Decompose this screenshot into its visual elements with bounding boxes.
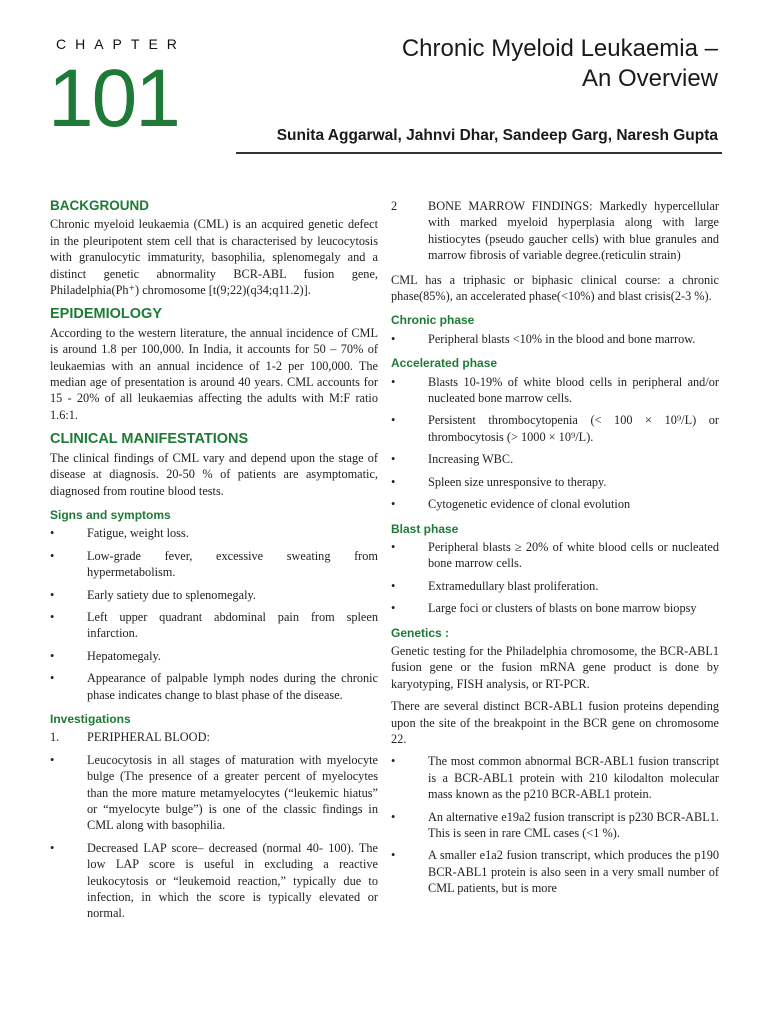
chapter-label: CHAPTER bbox=[56, 36, 186, 52]
bullet-icon: • bbox=[391, 374, 396, 389]
genetics-text-2: There are several distinct BCR-ABL1 fusion proteins depending upon the site of the breakpoint in the BCR gene on chromosome 22. bbox=[391, 699, 719, 746]
bullet-icon: • bbox=[391, 848, 396, 863]
signs-heading: Signs and symptoms bbox=[50, 507, 171, 522]
background-text: Chronic myeloid leukaemia (CML) is an acquired genetic defect in the pleuripotent stem cell that is characterised by leucocytosis with granulocytic immaturity, basophilia, splenomegaly and a distinct genetic abnormality BCR-ABL fusion gene, Philadelphia(Ph⁺) chromosome [t(9;22)(q34;q11.2)]. bbox=[50, 217, 378, 298]
epidemiology-heading: EPIDEMIOLOGY bbox=[50, 306, 162, 323]
accelerated-phase-heading: Accelerated phase bbox=[391, 356, 498, 371]
list-item: • Left upper quadrant abdominal pain from spleen infarction. bbox=[50, 609, 378, 641]
authors: Sunita Aggarwal, Jahnvi Dhar, Sandeep Garg, Naresh Gupta bbox=[276, 127, 718, 144]
list-item: • Large foci or clusters of blasts on bone marrow biopsy bbox=[391, 601, 697, 616]
list-item: • The most common abnormal BCR-ABL1 fusion transcript is a BCR-ABL1 protein with 210 kilodalton molecular mass known as the p210 BCR-ABL1 protein. bbox=[391, 754, 719, 802]
bullet-icon: • bbox=[50, 526, 55, 541]
course-text: CML has a triphasic or biphasic clinical course: a chronic phase(85%), an accelerated phase(<10%) and blast crisis(2-3 %). bbox=[391, 272, 719, 304]
bullet-icon: • bbox=[50, 587, 55, 602]
list-item: • Fatigue, weight loss. bbox=[50, 526, 189, 541]
list-item: • Appearance of palpable lymph nodes during the chronic phase indicates change to blast phase of the disease. bbox=[50, 671, 378, 702]
blast-phase-heading: Blast phase bbox=[391, 521, 459, 536]
left-column bbox=[50, 198, 378, 928]
title-line-1: Chronic Myeloid Leukaemia – bbox=[401, 35, 718, 62]
bullet-icon: • bbox=[50, 752, 55, 767]
item-number: 2 bbox=[391, 199, 398, 213]
item-number: 1. bbox=[50, 730, 60, 745]
chapter-number: 101 bbox=[48, 53, 179, 144]
title-line-2: An Overview bbox=[581, 65, 718, 92]
bullet-icon: • bbox=[391, 539, 396, 554]
clinical-text: The clinical findings of CML vary and depend upon the stage of disease at diagnosis. 20-50 % of patients are asymptomatic, diagnosed from routine blood tests. bbox=[50, 450, 378, 498]
list-item: • Decreased LAP score– decreased (normal 40- 100). The low LAP score is useful in excluding a reactive leukocytosis or “leukemoid reaction,” typically due to infection, in which the score is typically elevated or normal. bbox=[50, 840, 378, 921]
right-column bbox=[391, 198, 719, 903]
bullet-icon: • bbox=[391, 578, 396, 593]
bullet-icon: • bbox=[391, 601, 396, 616]
bone-marrow-item bbox=[391, 198, 719, 264]
bullet-icon: • bbox=[50, 671, 55, 686]
list-item: • Peripheral blasts ≥ 20% of white blood cells or nucleated bone marrow cells. bbox=[391, 539, 719, 571]
list-item: • Cytogenetic evidence of clonal evolution bbox=[391, 497, 631, 512]
bullet-icon: • bbox=[50, 548, 55, 563]
bullet-icon: • bbox=[391, 413, 396, 428]
list-item: • An alternative e19a2 fusion transcript is p230 BCR-ABL1. This is seen in rare CML cases (<1 %). bbox=[391, 809, 719, 840]
bullet-icon: • bbox=[391, 331, 396, 346]
header-divider bbox=[236, 152, 722, 154]
epidemiology-text: According to the western literature, the annual incidence of CML is around 1.8 per 100,000. In India, it accounts for 50 – 70% of leukaemias with an annual incidence of 1-2 per 100,000. The median age of presentation is around 40 years. CML accounts for 15 - 20% of all leukaemias affecting the adults with M:F ratio 1.6:1. bbox=[50, 325, 378, 422]
bullet-icon: • bbox=[391, 452, 396, 467]
investigation-item bbox=[50, 729, 378, 745]
list-item: • Increasing WBC. bbox=[391, 452, 514, 467]
bullet-icon: • bbox=[50, 840, 55, 855]
genetics-text-1: Genetic testing for the Philadelphia chromosome, the BCR-ABL1 fusion gene or the fusion mRNA gene product is done by karyotyping, FISH analysis, or RT-PCR. bbox=[391, 643, 719, 691]
investigation-label: PERIPHERAL BLOOD: bbox=[87, 730, 210, 745]
page-title bbox=[298, 34, 718, 94]
bullet-icon: • bbox=[50, 609, 55, 624]
bullet-icon: • bbox=[391, 809, 396, 824]
bullet-icon: • bbox=[391, 754, 396, 769]
background-heading: BACKGROUND bbox=[50, 198, 149, 213]
investigations-heading: Investigations bbox=[50, 711, 131, 726]
list-item: • Hepatomegaly. bbox=[50, 648, 161, 663]
list-item: • Persistent thrombocytopenia (< 100 × 10⁹/L) or thrombocytosis (> 1000 × 10⁹/L). bbox=[391, 413, 719, 444]
list-item: • Leucocytosis in all stages of maturation with myelocyte bulge (The presence of a greater percent of myelocytes than the more mature metamyelocytes (“leukemic hiatus” or “myelocyte bulge”) is one of the classic findings in CML along with basophilia. bbox=[50, 752, 378, 833]
clinical-heading: CLINICAL MANIFESTATIONS bbox=[50, 431, 249, 448]
list-item: • Peripheral blasts <10% in the blood and bone marrow. bbox=[391, 331, 696, 346]
genetics-heading: Genetics : bbox=[391, 625, 450, 640]
list-item: • Spleen size unresponsive to therapy. bbox=[391, 474, 607, 489]
list-item: • Extramedullary blast proliferation. bbox=[391, 578, 599, 593]
chronic-phase-heading: Chronic phase bbox=[391, 313, 475, 328]
signs-list bbox=[50, 525, 378, 703]
bone-marrow-text: BONE MARROW FINDINGS: Markedly hypercellular with marked myeloid hyperplasia along with large histiocytes (pseudo gaucher cells) with blue granules and marrow fibrosis of variable degree.(reticulin strain) bbox=[428, 199, 719, 263]
bullet-icon: • bbox=[391, 497, 396, 512]
bullet-icon: • bbox=[391, 474, 396, 489]
list-item: • Blasts 10-19% of white blood cells in peripheral and/or nucleated bone marrow cells. bbox=[391, 374, 719, 406]
bullet-icon: • bbox=[50, 648, 55, 663]
list-item: • Low-grade fever, excessive sweating from hypermetabolism. bbox=[50, 548, 378, 580]
list-item: • A smaller e1a2 fusion transcript, which produces the p190 BCR-ABL1 protein is also seen in a very small number of CML patients, but is more bbox=[391, 848, 719, 896]
list-item: • Early satiety due to splenomegaly. bbox=[50, 587, 256, 602]
